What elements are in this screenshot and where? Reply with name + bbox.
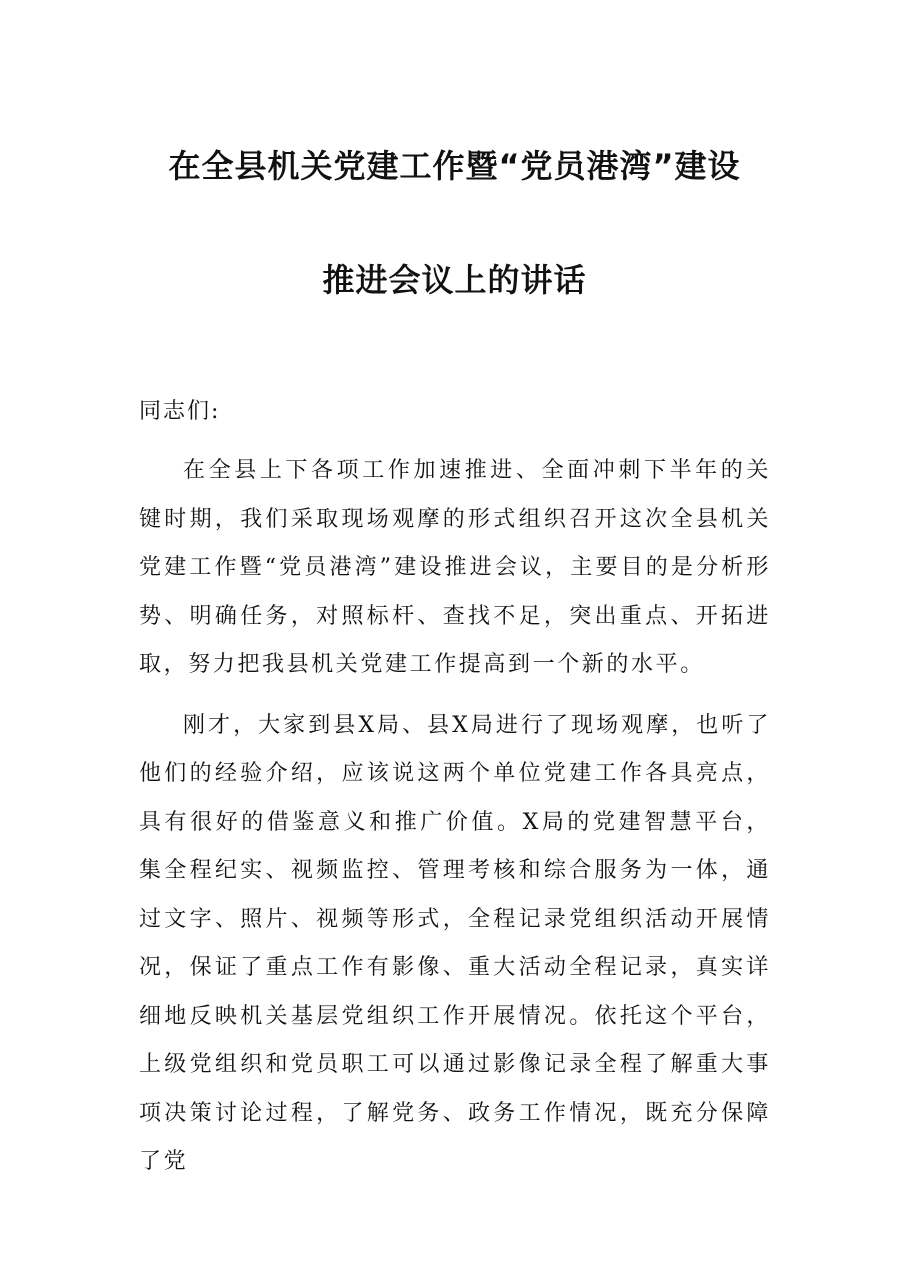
paragraph-1: 在全县上下各项工作加速推进、全面冲刺下半年的关键时期，我们采取现场观摩的形式组织召开这次全县机关党建工作暨“党员港湾”建设推进会议，主要目的是分析形势、明确任务，对照标杆、查找不足，突出重点、开拓进取，努力把我县机关党建工作提高到一个新的水平。	[139, 458, 771, 677]
document-title-line-1: 在全县机关党建工作暨“党员港湾”建设	[168, 147, 741, 185]
document-body	[139, 395, 771, 1199]
document-title-line-2: 推进会议上的讲话	[322, 261, 587, 299]
paragraph-2: 刚才，大家到县X局、县X局进行了现场观摩，也听了他们的经验介绍，应该说这两个单位党建工作各具亮点，具有很好的借鉴意义和推广价值。X局的党建智慧平台，集全程纪实、视频监控、管理考核和综合服务为一体，通过文字、照片、视频等形式，全程记录党组织活动开展情况，保证了重点工作有影像、重大活动全程记录，真实详细地反映机关基层党组织工作开展情况。依托这个平台，上级党组织和党员职工可以通过影像记录全程了解重大事项决策讨论过程，了解党务、政务工作情况，既充分保障了党	[139, 712, 771, 1174]
salutation: 同志们:	[139, 399, 221, 424]
